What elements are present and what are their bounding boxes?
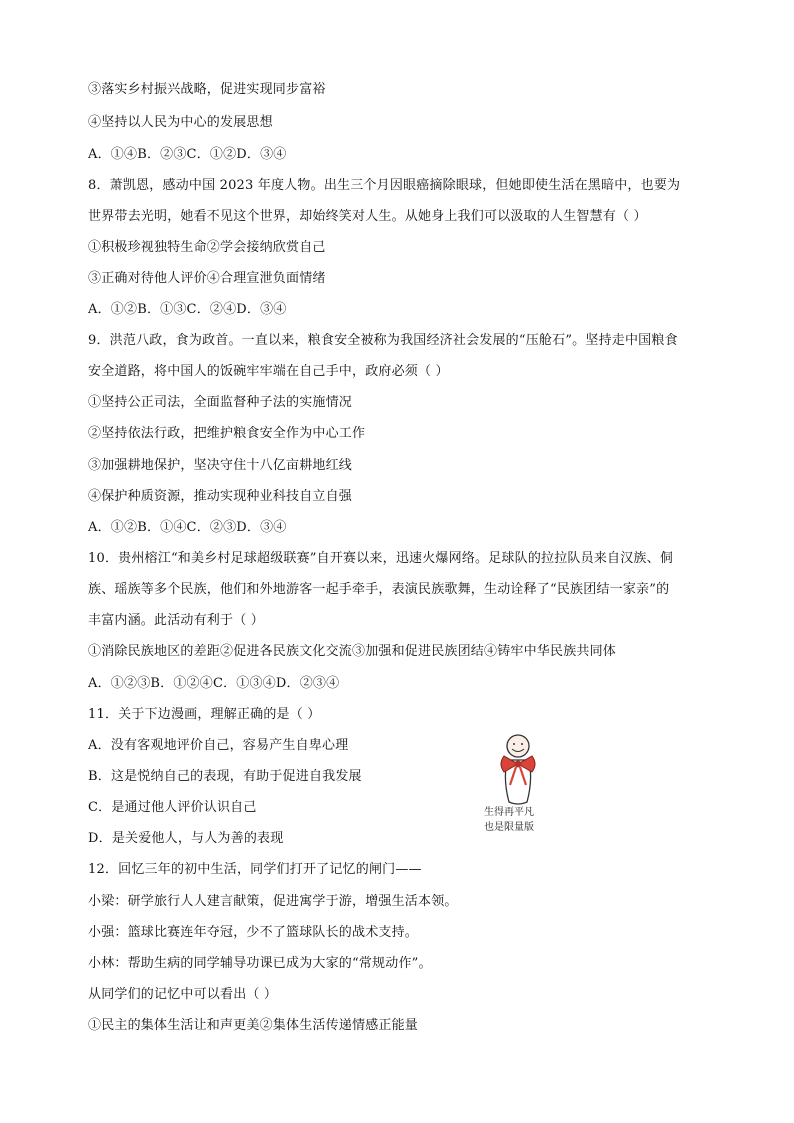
text-line: ③落实乡村振兴战略，促进实现同步富裕 (88, 82, 326, 97)
question-8-stem: 世界带去光明，她看不见这个世界，却始终笑对人生。从她身上我们可以汲取的人生智慧有（ ） (88, 209, 647, 224)
answer-choices: A．①②③B．①②④C．①③④D．②③④ (88, 676, 340, 691)
text-line: ④保护种质资源，推动实现种业科技自立自强 (88, 489, 353, 504)
text-line: ③正确对待他人评价④合理宣泄负面情绪 (88, 271, 326, 286)
option-d: D．是关爱他人，与人为善的表现 (88, 831, 284, 846)
question-10-stem: 族、瑶族等多个民族，他们和外地游客一起手牵手，表演民族歌舞，生动诠释了“民族团结一家亲”的 (88, 582, 670, 597)
question-12-stem: 12．回忆三年的初中生活，同学们打开了记忆的闸门—— (88, 862, 422, 877)
cartoon-illustration (480, 730, 570, 840)
text-line: A．①④B．②③C．①②D．③④ (88, 147, 287, 162)
cartoon-caption: 也是限量版 (484, 822, 534, 833)
text-line: ④坚持以人民为中心的发展思想 (88, 115, 273, 130)
text-line: 小强：篮球比赛连年夺冠，少不了篮球队长的战术支持。 (88, 925, 419, 940)
text-line: 小林：帮助生病的同学辅导功课已成为大家的“常规动作”。 (88, 956, 432, 971)
question-11-stem: 11．关于下边漫画，理解正确的是（ ） (88, 707, 321, 722)
cartoon-caption: 生得再平凡 (484, 807, 534, 818)
text-line: 从同学们的记忆中可以看出（ ） (88, 987, 278, 1002)
text-line: 小梁：研学旅行人人建言献策，促进寓学于游，增强生活本领。 (88, 894, 458, 909)
question-8-stem: 8．萧凯恩，感动中国 2023 年度人物。出生三个月因眼癌摘除眼球，但她即使生活在黑暗中，也要为 (88, 178, 681, 193)
text-line: ①坚持公正司法，全面监督种子法的实施情况 (88, 395, 353, 410)
text-line: ①民主的集体生活让和声更美②集体生活传递情感正能量 (88, 1018, 419, 1033)
text-line: ③加强耕地保护，坚决守住十八亿亩耕地红线 (88, 458, 353, 473)
text-line: ①积极珍视独特生命②学会接纳欣赏自己 (88, 240, 326, 255)
option-a: A．没有客观地评价自己，容易产生自卑心理 (88, 738, 349, 753)
question-9-stem: 安全道路，将中国人的饭碗牢牢端在自己手中，政府必须（ ） (88, 364, 449, 379)
answer-choices: A．①②B．①③C．②④D．③④ (88, 302, 287, 317)
question-10-stem: 丰富内涵。此活动有利于（ ） (88, 613, 264, 628)
option-b: B．这是悦纳自己的表现，有助于促进自我发展 (88, 769, 362, 784)
question-10-stem: 10．贵州榕江“和美乡村足球超级联赛”自开赛以来，迅速火爆网络。足球队的拉拉队员来自汉族、侗 (88, 551, 674, 566)
question-9-stem: 9．洪范八政，食为政首。一直以来，粮食安全被称为我国经济社会发展的“压舱石”。坚持走中国粮食 (88, 333, 678, 348)
answer-choices: A．①②B．①④C．②③D．③④ (88, 520, 287, 535)
cartoon-figure-icon (480, 730, 570, 810)
option-c: C．是通过他人评价认识自己 (88, 800, 257, 815)
text-line: ②坚持依法行政，把维护粮食安全作为中心工作 (88, 426, 366, 441)
text-line: ①消除民族地区的差距②促进各民族文化交流③加强和促进民族团结④铸牢中华民族共同体 (88, 644, 617, 659)
